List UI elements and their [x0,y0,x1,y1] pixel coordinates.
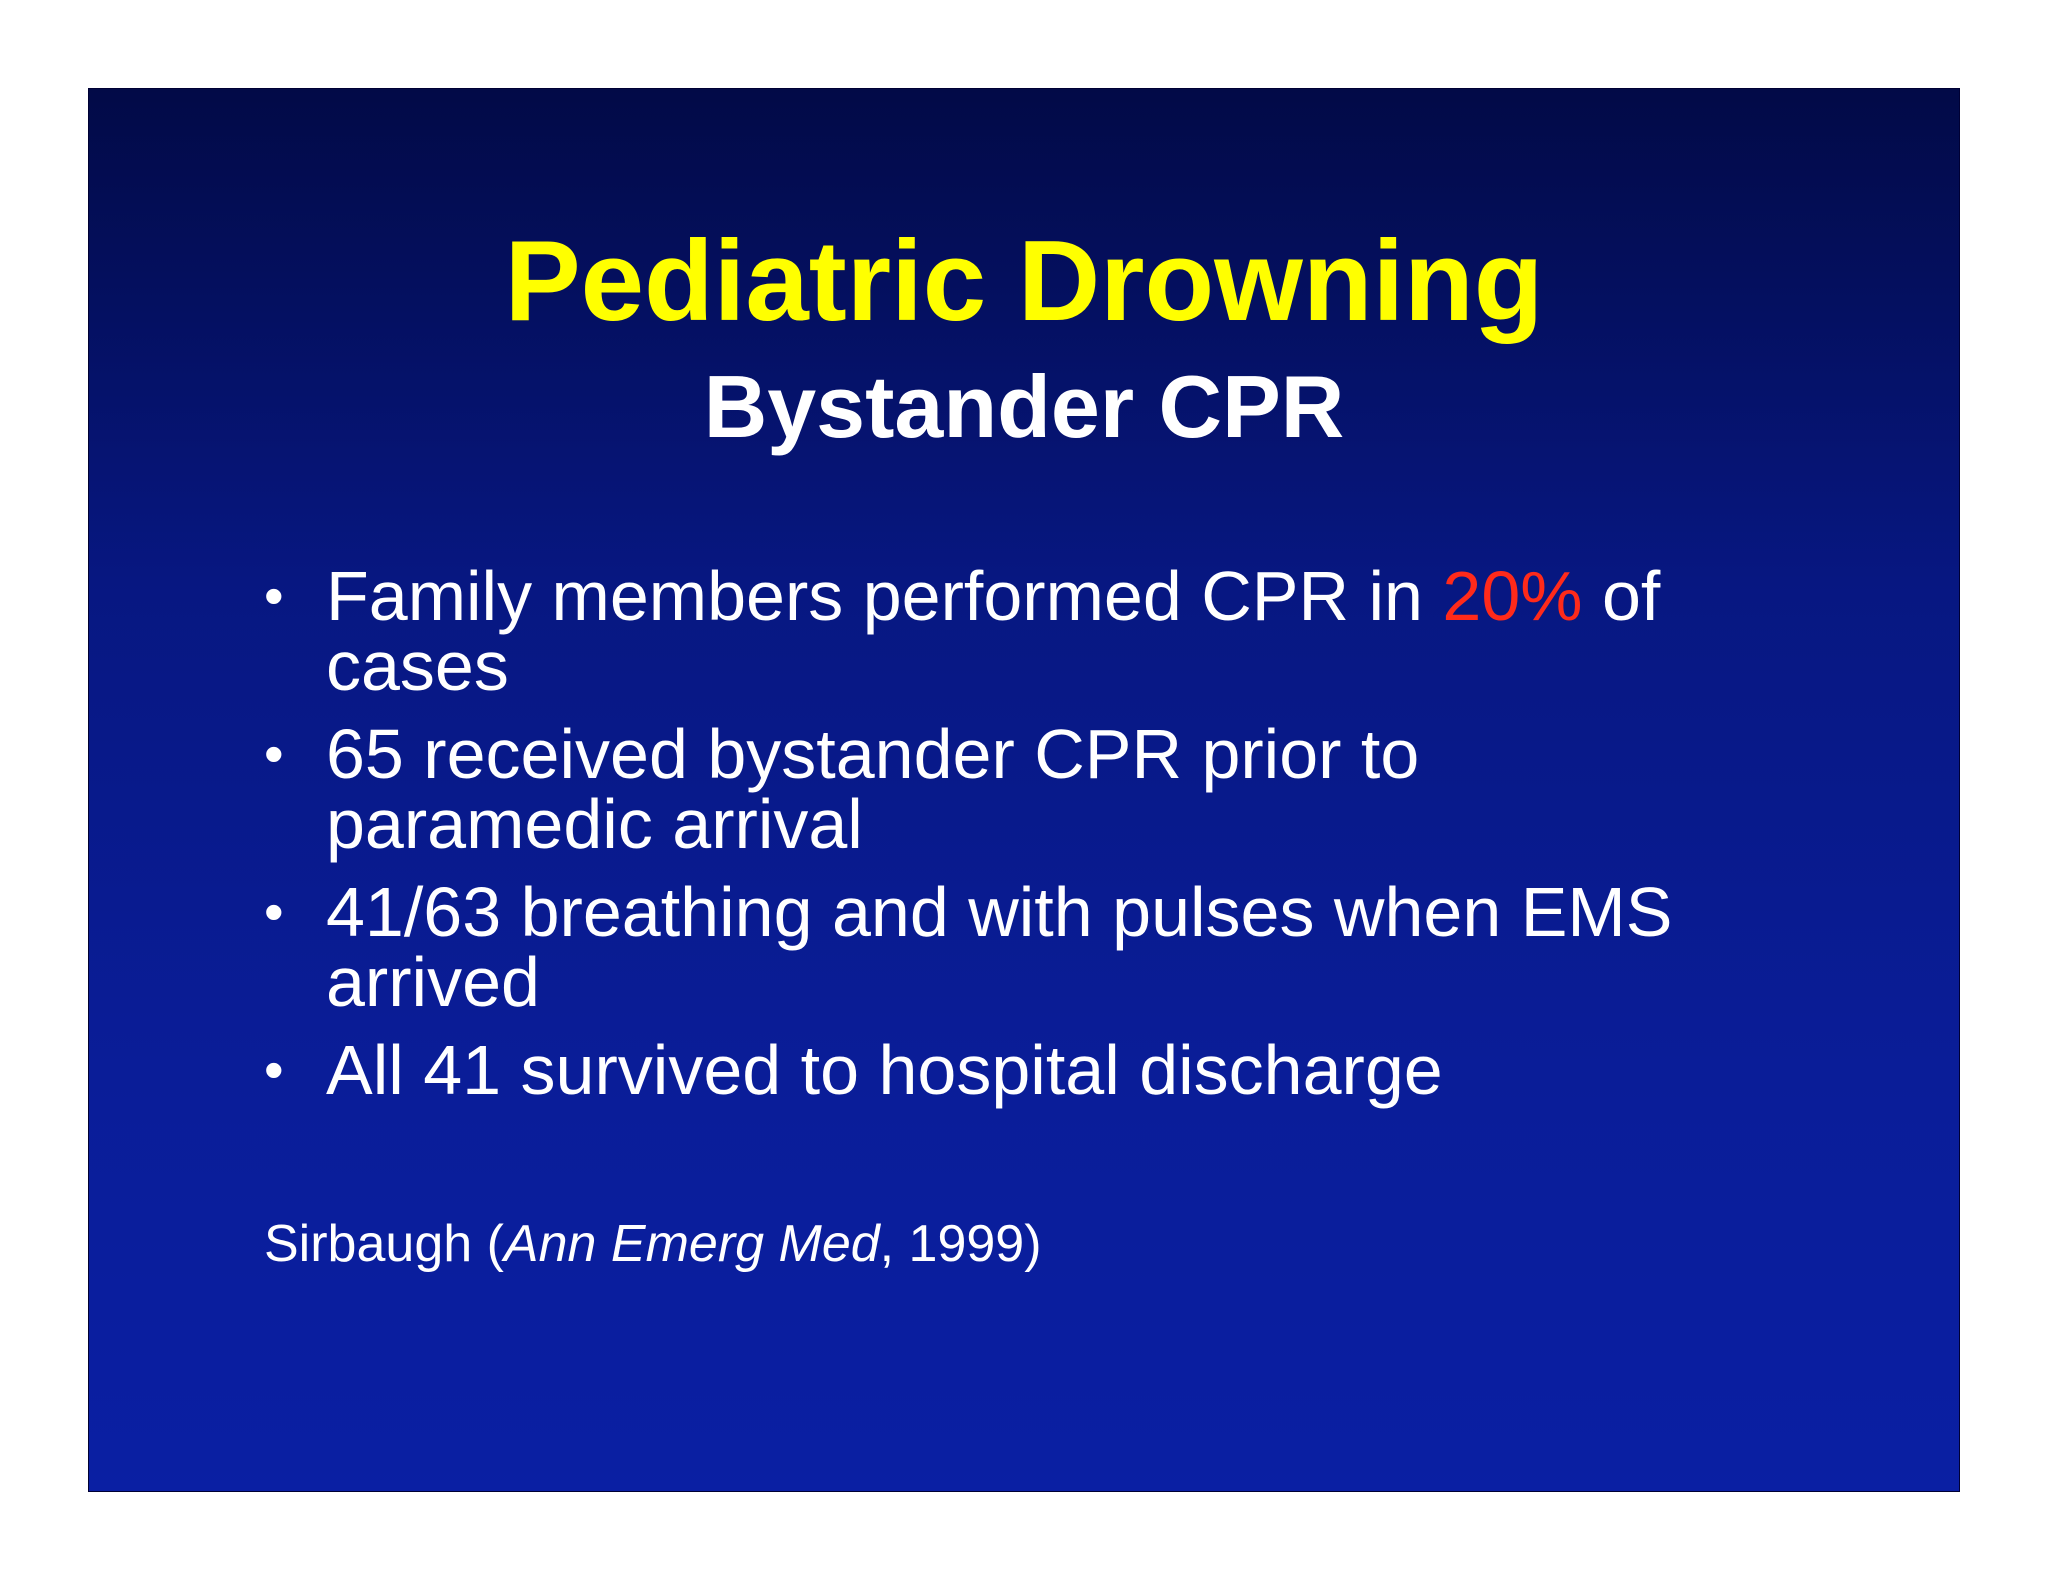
bullet-item [264,557,1764,705]
bullet-list [264,557,1764,1123]
bullet-item [264,715,1764,863]
slide-subtitle: Bystander CPR [703,357,1345,456]
bullet-dot: • [264,722,284,785]
bullet-highlight-percent: 20% [1442,557,1583,635]
citation-journal: Ann Emerg Med [503,1215,880,1273]
bullet-dot: • [264,1038,284,1101]
bullet-dot: • [264,880,284,943]
bullet-text: 65 received bystander CPR prior to paramedic arrival [326,715,1420,863]
slide-title: Pediatric Drowning [504,218,1544,345]
citation-author: Sirbaugh ( [264,1215,504,1273]
bullet-item [264,1031,1764,1109]
bullet-text: All 41 survived to hospital discharge [326,1031,1443,1109]
bullet-dot: • [264,564,284,627]
bullet-text: 41/63 breathing and with pulses when EMS arrived [326,873,1673,1021]
slide [88,88,1960,1492]
citation-year: , 1999) [879,1215,1042,1273]
bullet-text: Family members performed CPR in [326,557,1443,635]
bullet-text-continued: of cases [326,557,1661,705]
bullet-item [264,873,1764,1021]
citation [264,1214,1042,1274]
